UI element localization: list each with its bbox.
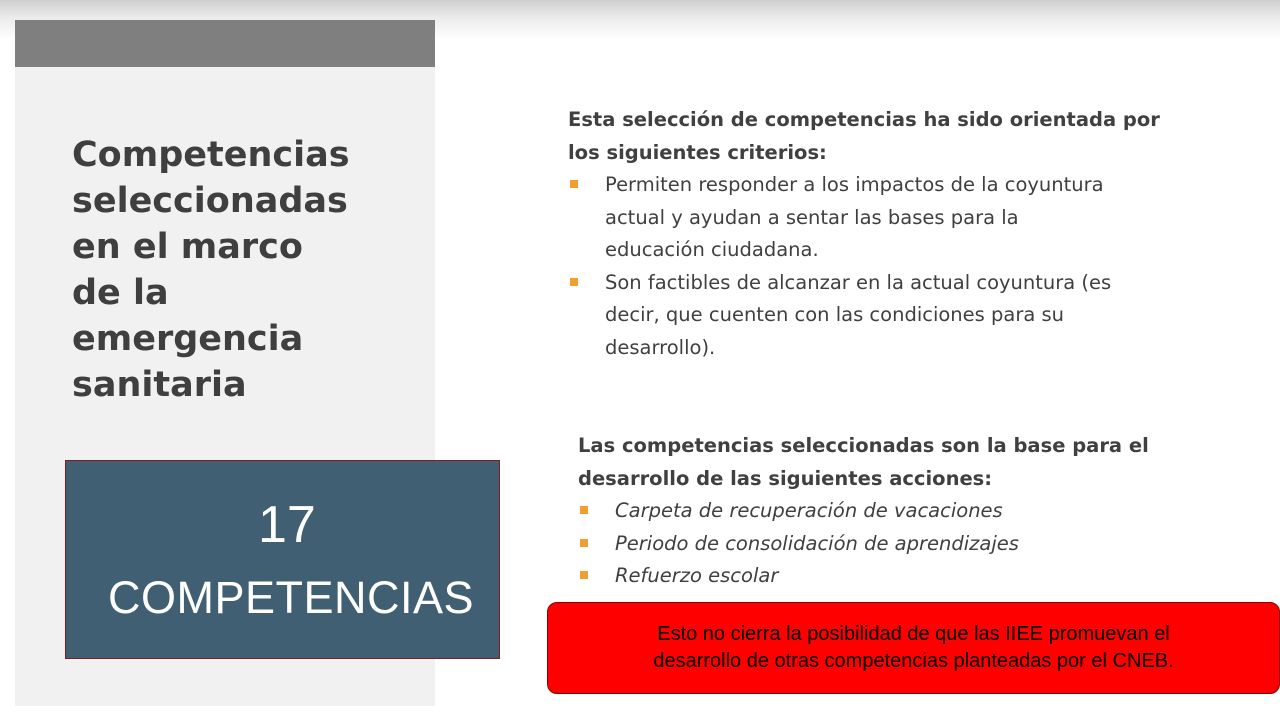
- criteria-list: [568, 169, 1208, 364]
- note-line: Esto no cierra la posibilidad de que las IIEE promuevan el: [657, 623, 1170, 645]
- criteria-item: [568, 267, 1208, 365]
- competency-count-label: COMPETENCIAS: [108, 572, 475, 623]
- action-item: [578, 495, 1198, 528]
- square-bullet-icon: [570, 180, 578, 188]
- action-item-label: Periodo de consolidación de aprendizajes: [615, 531, 1019, 555]
- criteria-heading: [568, 104, 1208, 169]
- note-callout: [547, 602, 1280, 694]
- criteria-heading-line: los siguientes criterios:: [568, 140, 827, 164]
- left-panel-header-bar: [15, 20, 435, 67]
- criteria-item-line: actual y ayudan a sentar las bases para la: [605, 205, 1019, 229]
- actions-heading-line: desarrollo de las siguientes acciones:: [578, 466, 993, 490]
- panel-title-line: seleccionadas: [72, 181, 348, 221]
- square-bullet-icon: [580, 506, 588, 514]
- panel-title-line: sanitaria: [72, 365, 247, 405]
- criteria-block: [568, 104, 1208, 364]
- actions-block: [578, 430, 1198, 593]
- criteria-item-line: Son factibles de alcanzar en la actual coyuntura (es: [605, 270, 1112, 294]
- square-bullet-icon: [570, 278, 578, 286]
- criteria-item-line: desarrollo).: [605, 335, 716, 359]
- competency-count-box: [65, 460, 500, 659]
- actions-list: [578, 495, 1198, 593]
- criteria-item-line: educación ciudadana.: [605, 238, 819, 261]
- competency-count-number: 17: [258, 496, 316, 554]
- panel-title: [72, 132, 412, 408]
- square-bullet-icon: [580, 571, 588, 579]
- actions-heading-line: Las competencias seleccionadas son la base para el: [578, 434, 1149, 457]
- criteria-heading-line: Esta selección de competencias ha sido orientada por: [568, 108, 1160, 131]
- action-item-label: Refuerzo escolar: [615, 564, 779, 587]
- square-bullet-icon: [580, 539, 588, 547]
- note-line: desarrollo de otras competencias planteadas por el CNEB.: [653, 650, 1174, 672]
- action-item-label: Carpeta de recuperación de vacaciones: [615, 499, 1003, 522]
- panel-title-line: en el marco: [72, 227, 303, 267]
- actions-heading: [578, 430, 1198, 495]
- panel-title-line: Competencias: [72, 135, 350, 175]
- panel-title-line: emergencia: [72, 319, 304, 359]
- criteria-item: [568, 169, 1208, 267]
- criteria-item-line: Permiten responder a los impactos de la coyuntura: [605, 173, 1104, 196]
- action-item: [578, 528, 1198, 561]
- panel-title-line: de la: [72, 273, 169, 313]
- criteria-item-line: decir, que cuenten con las condiciones para su: [605, 303, 1065, 326]
- action-item: [578, 560, 1198, 593]
